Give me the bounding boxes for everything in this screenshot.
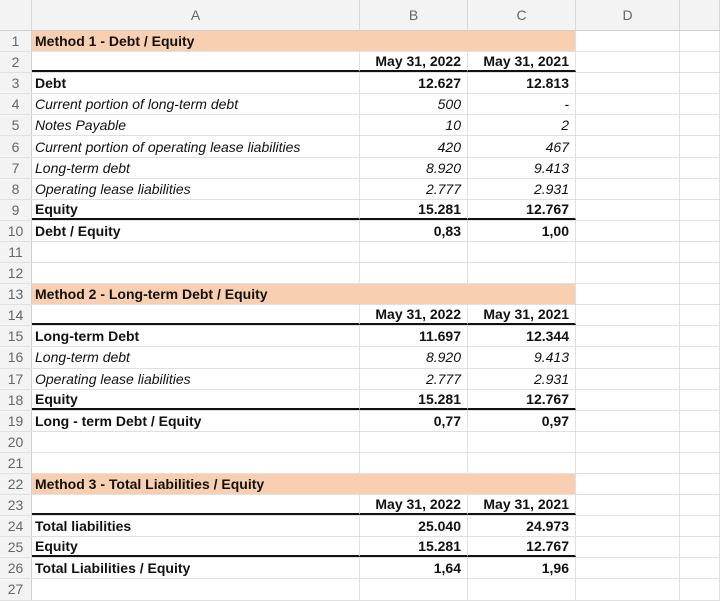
cell-d[interactable] bbox=[576, 284, 680, 304]
table-row bbox=[0, 411, 720, 432]
cell-c[interactable]: 9.413 bbox=[468, 347, 576, 367]
cell-b[interactable]: 11.697 bbox=[360, 326, 468, 346]
cell-d[interactable] bbox=[576, 453, 680, 473]
cell-b[interactable]: 8.920 bbox=[360, 347, 468, 367]
table-row bbox=[0, 242, 720, 263]
cell-e[interactable] bbox=[680, 579, 720, 599]
cell-d[interactable] bbox=[576, 411, 680, 431]
cell-a[interactable]: Method 1 - Debt / Equity bbox=[32, 31, 360, 51]
row-number[interactable]: 4 bbox=[0, 94, 32, 114]
cell-e[interactable] bbox=[680, 73, 720, 93]
cell-e[interactable] bbox=[680, 537, 720, 557]
cell-d[interactable] bbox=[576, 537, 680, 557]
row-number[interactable]: 11 bbox=[0, 242, 32, 262]
cell-e[interactable] bbox=[680, 390, 720, 410]
row-number[interactable]: 8 bbox=[0, 179, 32, 199]
cell-a[interactable] bbox=[32, 579, 360, 599]
cell-c[interactable] bbox=[468, 263, 576, 283]
cell-d[interactable] bbox=[576, 579, 680, 599]
cell-c[interactable] bbox=[468, 453, 576, 473]
cell-e[interactable] bbox=[680, 263, 720, 283]
column-header-row bbox=[0, 0, 720, 31]
row-number[interactable]: 20 bbox=[0, 432, 32, 452]
cell-b[interactable]: 500 bbox=[360, 94, 468, 114]
table-row bbox=[0, 158, 720, 179]
cell-a[interactable]: Equity bbox=[32, 200, 360, 220]
row-number[interactable]: 6 bbox=[0, 136, 32, 156]
row-number[interactable]: 15 bbox=[0, 326, 32, 346]
cell-b[interactable] bbox=[360, 263, 468, 283]
row-number[interactable]: 12 bbox=[0, 263, 32, 283]
cell-c[interactable] bbox=[468, 242, 576, 262]
row-number[interactable]: 22 bbox=[0, 474, 32, 494]
row-number[interactable]: 26 bbox=[0, 558, 32, 578]
table-row bbox=[0, 579, 720, 600]
row-number[interactable]: 2 bbox=[0, 52, 32, 72]
row-number[interactable]: 13 bbox=[0, 284, 32, 304]
table-row bbox=[0, 390, 720, 411]
cell-e[interactable] bbox=[680, 453, 720, 473]
cell-b[interactable]: 0,83 bbox=[360, 221, 468, 241]
table-row bbox=[0, 73, 720, 94]
table-row bbox=[0, 347, 720, 368]
cell-b[interactable] bbox=[360, 579, 468, 599]
row-number[interactable]: 7 bbox=[0, 158, 32, 178]
cell-b[interactable] bbox=[360, 453, 468, 473]
row-number[interactable]: 25 bbox=[0, 537, 32, 557]
table-row bbox=[0, 516, 720, 537]
cell-d[interactable] bbox=[576, 390, 680, 410]
cell-a[interactable]: Notes Payable bbox=[32, 115, 360, 135]
table-row bbox=[0, 558, 720, 579]
cell-b[interactable]: 1,64 bbox=[360, 558, 468, 578]
cell-d[interactable] bbox=[576, 474, 680, 494]
row-number[interactable]: 1 bbox=[0, 31, 32, 51]
row-number[interactable]: 5 bbox=[0, 115, 32, 135]
cell-d[interactable] bbox=[576, 94, 680, 114]
row-number[interactable]: 23 bbox=[0, 495, 32, 515]
table-row bbox=[0, 474, 720, 495]
row-number[interactable]: 24 bbox=[0, 516, 32, 536]
cell-a[interactable]: Total liabilities bbox=[32, 516, 360, 536]
cell-d[interactable] bbox=[576, 52, 680, 72]
cell-a[interactable]: Debt / Equity bbox=[32, 221, 360, 241]
cell-d[interactable] bbox=[576, 495, 680, 515]
cell-grid bbox=[0, 31, 720, 601]
row-number[interactable]: 10 bbox=[0, 221, 32, 241]
cell-a[interactable]: Debt bbox=[32, 73, 360, 93]
cell-d[interactable] bbox=[576, 369, 680, 389]
table-row bbox=[0, 369, 720, 390]
cell-e[interactable] bbox=[680, 305, 720, 325]
cell-c[interactable]: May 31, 2021 bbox=[468, 52, 576, 72]
select-all-corner[interactable] bbox=[0, 0, 32, 30]
cell-d[interactable] bbox=[576, 263, 680, 283]
cell-d[interactable] bbox=[576, 558, 680, 578]
cell-c[interactable]: 467 bbox=[468, 136, 576, 156]
cell-a[interactable]: Equity bbox=[32, 390, 360, 410]
row-number[interactable]: 16 bbox=[0, 347, 32, 367]
column-header-b[interactable]: B bbox=[360, 0, 468, 30]
table-row bbox=[0, 453, 720, 474]
cell-a[interactable]: Current portion of operating lease liabilities bbox=[32, 136, 360, 156]
cell-d[interactable] bbox=[576, 73, 680, 93]
cell-c[interactable]: 2.931 bbox=[468, 369, 576, 389]
cell-d[interactable] bbox=[576, 115, 680, 135]
cell-e[interactable] bbox=[680, 221, 720, 241]
row-number[interactable]: 17 bbox=[0, 369, 32, 389]
cell-e[interactable] bbox=[680, 432, 720, 452]
cell-c[interactable]: 2.931 bbox=[468, 179, 576, 199]
cell-e[interactable] bbox=[680, 136, 720, 156]
column-header-a[interactable]: A bbox=[32, 0, 360, 30]
row-number[interactable]: 14 bbox=[0, 305, 32, 325]
table-row bbox=[0, 52, 720, 73]
cell-e[interactable] bbox=[680, 558, 720, 578]
table-row bbox=[0, 115, 720, 136]
row-number[interactable]: 19 bbox=[0, 411, 32, 431]
cell-a[interactable] bbox=[32, 432, 360, 452]
cell-a[interactable]: Method 2 - Long-term Debt / Equity bbox=[32, 284, 360, 304]
cell-b[interactable]: May 31, 2022 bbox=[360, 495, 468, 515]
table-row bbox=[0, 179, 720, 200]
table-row bbox=[0, 305, 720, 326]
cell-d[interactable] bbox=[576, 326, 680, 346]
row-number[interactable]: 27 bbox=[0, 579, 32, 599]
cell-e[interactable] bbox=[680, 200, 720, 220]
cell-a[interactable]: Total Liabilities / Equity bbox=[32, 558, 360, 578]
cell-e[interactable] bbox=[680, 158, 720, 178]
cell-e[interactable] bbox=[680, 242, 720, 262]
cell-c[interactable]: 12.767 bbox=[468, 537, 576, 557]
cell-a[interactable]: Long - term Debt / Equity bbox=[32, 411, 360, 431]
cell-a[interactable]: Operating lease liabilities bbox=[32, 179, 360, 199]
cell-c[interactable]: 2 bbox=[468, 115, 576, 135]
cell-a[interactable]: Long-term debt bbox=[32, 347, 360, 367]
cell-a[interactable] bbox=[32, 495, 360, 515]
cell-b[interactable]: May 31, 2022 bbox=[360, 305, 468, 325]
cell-c[interactable] bbox=[468, 31, 576, 51]
cell-e[interactable] bbox=[680, 179, 720, 199]
table-row bbox=[0, 495, 720, 516]
cell-b[interactable]: 2.777 bbox=[360, 369, 468, 389]
cell-b[interactable]: 15.281 bbox=[360, 537, 468, 557]
cell-c[interactable]: 1,96 bbox=[468, 558, 576, 578]
column-header-e[interactable] bbox=[680, 0, 720, 30]
table-row bbox=[0, 31, 720, 52]
table-row bbox=[0, 284, 720, 305]
row-number[interactable]: 9 bbox=[0, 200, 32, 220]
cell-c[interactable]: 12.767 bbox=[468, 390, 576, 410]
cell-b[interactable]: 8.920 bbox=[360, 158, 468, 178]
cell-d[interactable] bbox=[576, 221, 680, 241]
cell-c[interactable]: 1,00 bbox=[468, 221, 576, 241]
table-row bbox=[0, 221, 720, 242]
cell-a[interactable] bbox=[32, 242, 360, 262]
cell-a[interactable]: Long-term debt bbox=[32, 158, 360, 178]
cell-b[interactable] bbox=[360, 284, 468, 304]
cell-d[interactable] bbox=[576, 432, 680, 452]
cell-a[interactable]: Long-term Debt bbox=[32, 326, 360, 346]
cell-a[interactable] bbox=[32, 52, 360, 72]
cell-a[interactable]: Method 3 - Total Liabilities / Equity bbox=[32, 474, 360, 494]
cell-e[interactable] bbox=[680, 516, 720, 536]
row-number[interactable]: 18 bbox=[0, 390, 32, 410]
cell-d[interactable] bbox=[576, 136, 680, 156]
cell-a[interactable] bbox=[32, 263, 360, 283]
cell-a[interactable]: Current portion of long-term debt bbox=[32, 94, 360, 114]
cell-c[interactable]: 0,97 bbox=[468, 411, 576, 431]
cell-b[interactable] bbox=[360, 242, 468, 262]
row-number[interactable]: 3 bbox=[0, 73, 32, 93]
column-header-d[interactable]: D bbox=[576, 0, 680, 30]
cell-b[interactable] bbox=[360, 31, 468, 51]
cell-e[interactable] bbox=[680, 284, 720, 304]
cell-e[interactable] bbox=[680, 474, 720, 494]
row-number[interactable]: 21 bbox=[0, 453, 32, 473]
column-header-c[interactable]: C bbox=[468, 0, 576, 30]
cell-d[interactable] bbox=[576, 31, 680, 51]
cell-d[interactable] bbox=[576, 158, 680, 178]
cell-c[interactable] bbox=[468, 284, 576, 304]
cell-b[interactable] bbox=[360, 474, 468, 494]
cell-e[interactable] bbox=[680, 369, 720, 389]
table-row bbox=[0, 200, 720, 221]
table-row bbox=[0, 263, 720, 284]
cell-c[interactable] bbox=[468, 432, 576, 452]
cell-e[interactable] bbox=[680, 326, 720, 346]
cell-e[interactable] bbox=[680, 115, 720, 135]
cell-d[interactable] bbox=[576, 200, 680, 220]
cell-a[interactable]: Operating lease liabilities bbox=[32, 369, 360, 389]
cell-e[interactable] bbox=[680, 52, 720, 72]
cell-c[interactable]: 12.813 bbox=[468, 73, 576, 93]
table-row bbox=[0, 136, 720, 157]
cell-c[interactable] bbox=[468, 579, 576, 599]
cell-c[interactable]: May 31, 2021 bbox=[468, 305, 576, 325]
cell-c[interactable]: - bbox=[468, 94, 576, 114]
table-row bbox=[0, 94, 720, 115]
cell-c[interactable]: 12.767 bbox=[468, 200, 576, 220]
cell-e[interactable] bbox=[680, 347, 720, 367]
table-row bbox=[0, 432, 720, 453]
cell-c[interactable]: 12.344 bbox=[468, 326, 576, 346]
table-row bbox=[0, 537, 720, 558]
cell-b[interactable]: 2.777 bbox=[360, 179, 468, 199]
cell-b[interactable]: 15.281 bbox=[360, 200, 468, 220]
cell-b[interactable]: May 31, 2022 bbox=[360, 52, 468, 72]
cell-b[interactable]: 25.040 bbox=[360, 516, 468, 536]
cell-c[interactable]: 9.413 bbox=[468, 158, 576, 178]
cell-c[interactable]: May 31, 2021 bbox=[468, 495, 576, 515]
cell-b[interactable]: 15.281 bbox=[360, 390, 468, 410]
cell-e[interactable] bbox=[680, 31, 720, 51]
table-row bbox=[0, 326, 720, 347]
cell-c[interactable] bbox=[468, 474, 576, 494]
cell-a[interactable]: Equity bbox=[32, 537, 360, 557]
cell-c[interactable]: 24.973 bbox=[468, 516, 576, 536]
cell-b[interactable]: 10 bbox=[360, 115, 468, 135]
cell-e[interactable] bbox=[680, 411, 720, 431]
cell-e[interactable] bbox=[680, 495, 720, 515]
cell-d[interactable] bbox=[576, 242, 680, 262]
cell-d[interactable] bbox=[576, 347, 680, 367]
cell-e[interactable] bbox=[680, 94, 720, 114]
cell-d[interactable] bbox=[576, 179, 680, 199]
cell-a[interactable] bbox=[32, 305, 360, 325]
cell-b[interactable]: 12.627 bbox=[360, 73, 468, 93]
cell-a[interactable] bbox=[32, 453, 360, 473]
cell-d[interactable] bbox=[576, 305, 680, 325]
cell-b[interactable] bbox=[360, 432, 468, 452]
cell-b[interactable]: 420 bbox=[360, 136, 468, 156]
cell-b[interactable]: 0,77 bbox=[360, 411, 468, 431]
cell-d[interactable] bbox=[576, 516, 680, 536]
